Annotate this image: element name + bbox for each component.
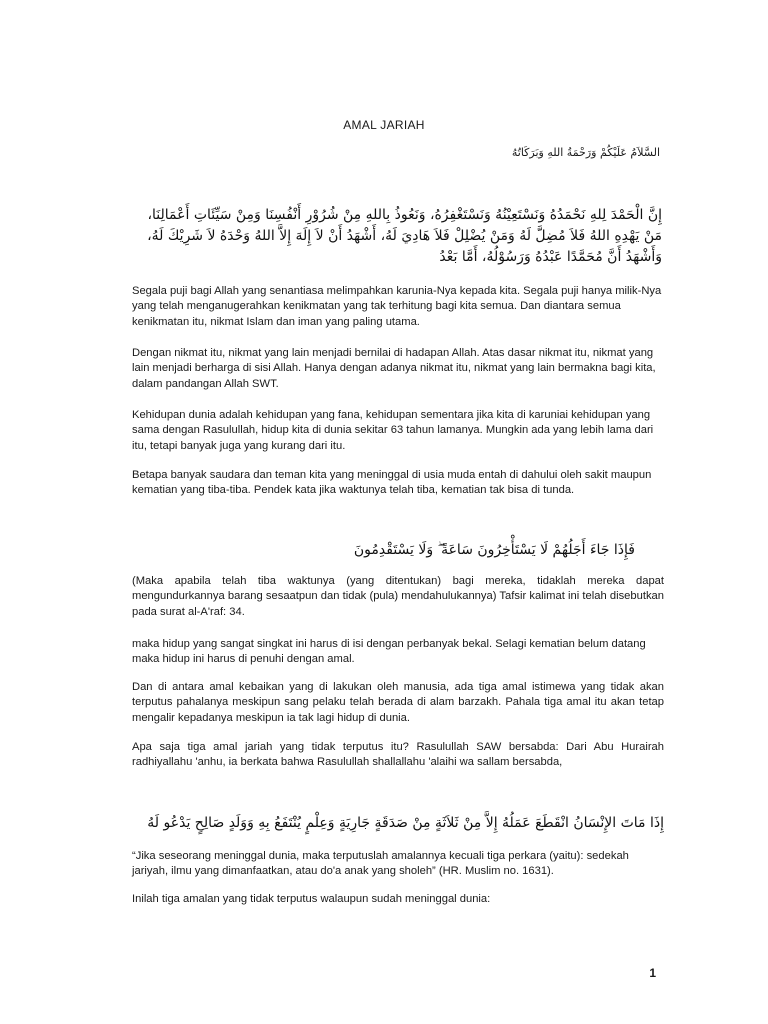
verse-translation: (Maka apabila telah tiba waktunya (yang ditentukan) bagi mereka, tidaklah mereka dapat mengundurkannya barang sesaatpun dan tidak (pula) mendahulukannya) Tafsir kalimat ini telah disebutkan pada surat al-A'raf: 34. [132,575,664,618]
paragraph-kehidupan: Kehidupan dunia adalah kehidupan yang fana, kehidupan sementara jika kita di karuniai kehidupan yang sama dengan Rasulullah, hidup kita di dunia sekitar 63 tahun lamanya. Mungkin ada yang lebih lama dari itu, tetapi banyak juga yang kurang dari itu. [132,409,654,452]
salam-greeting-arabic: السَّلاَمُ عَلَيْكُمْ وَرَحْمَةُ اللهِ وَبَرَكَاتُهُ [511,146,660,159]
paragraph-bekal: maka hidup yang sangat singkat ini harus di isi dengan perbanyak bekal. Selagi kematian belum datang maka hidup ini harus di penuhi dengan amal. [132,638,646,666]
quran-verse-arabic: فَإِذَا جَاءَ أَجَلُهُمْ لَا يَسْتَأْخِرُونَ سَاعَةً ۖ وَلَا يَسْتَقْدِمُونَ [353,542,635,558]
paragraph-praise: Segala puji bagi Allah yang senantiasa melimpahkan karunia-Nya kepada kita. Segala puji hanya milik-Nya yang telah menganugerahkan kenikmatan yang tak terhitung bagi kita semua. Dan diantara semua kenikmatan itu, nikmat Islam dan iman yang paling utama. [132,285,662,328]
paragraph-kematian: Betapa banyak saudara dan teman kita yang meninggal di usia muda entah di dahului oleh sakit maupun kematian yang tiba-tiba. Pendek kata jika waktunya telah tiba, kematian tak bisa di tunda. [132,469,652,497]
paragraph-nikmat: Dengan nikmat itu, nikmat yang lain menjadi bernilai di hadapan Allah. Atas dasar nikmat itu, nikmat yang lain menjadi berharga di sisi Allah. Hanya dengan adanya nikmat itu, nikmat yang lain bermakna bagi kita, dalam pandangan Allah SWT. [132,347,656,390]
page-title: AMAL JARIAH [343,118,425,132]
paragraph-hadith-intro: Apa saja tiga amal jariah yang tidak terputus itu? Rasulullah SAW bersabda: Dari Abu Hurairah radhiyallahu 'anhu, ia berkata bahwa Rasulullah shallallahu 'alaihi wa sallam bersabda, [132,741,664,769]
opening-arabic-text: إِنَّ الْحَمْدَ لِلهِ نَحْمَدُهُ وَنَسْتَعِيْنُهُ وَنَسْتَغْفِرُهُ، وَنَعُوذُ بِاللهِ مِنْ شُرُوْرِ أَنْفُسِنَا وَمِنْ سَيِّئَاتِ أَعْمَالِنَا، مَنْ يَهْدِهِ اللهُ فَلاَ مُضِلَّ لَهُ وَمَنْ يُضْلِلْ فَلاَ هَادِيَ لَهُ، أَشْهَدُ أَنْ لاَ إِلَهَ إِلاَّ اللهُ وَحْدَهُ لاَ شَرِيْكَ لَهُ، وَأَشْهَدُ أَنَّ مُحَمَّدًا عَبْدُهُ وَرَسُوْلُهُ، أَمَّا بَعْدُ [147,207,662,265]
hadith-translation: “Jika seseorang meninggal dunia, maka terputuslah amalannya kecuali tiga perkara (yaitu): sedekah jariyah, ilmu yang dimanfaatkan, atau do'a anak yang sholeh” (HR. Muslim no. 1631). [132,850,629,878]
closing-sentence: Inilah tiga amalan yang tidak terputus walaupun sudah meninggal dunia: [132,893,491,905]
paragraph-tiga-amal: Dan di antara amal kebaikan yang di lakukan oleh manusia, ada tiga amal istimewa yang tidak akan terputus pahalanya meskipun sang pelaku telah berada di alam barzakh. Pahala tiga amal itu akan tetap mengalir kepadanya meskipun ia tak lagi hidup di dunia. [132,681,664,724]
page-number: 1 [649,966,656,980]
hadith-arabic: إِذَا مَاتَ الإِنْسَانُ انْقَطَعَ عَمَلُهُ إِلاَّ مِنْ ثَلاَثَةٍ مِنْ صَدَقَةٍ جَارِيَةٍ وَعِلْمٍ يُنْتَفَعُ بِهِ وَوَلَدٍ صَالِحٍ يَدْعُو لَهُ [147,815,664,831]
